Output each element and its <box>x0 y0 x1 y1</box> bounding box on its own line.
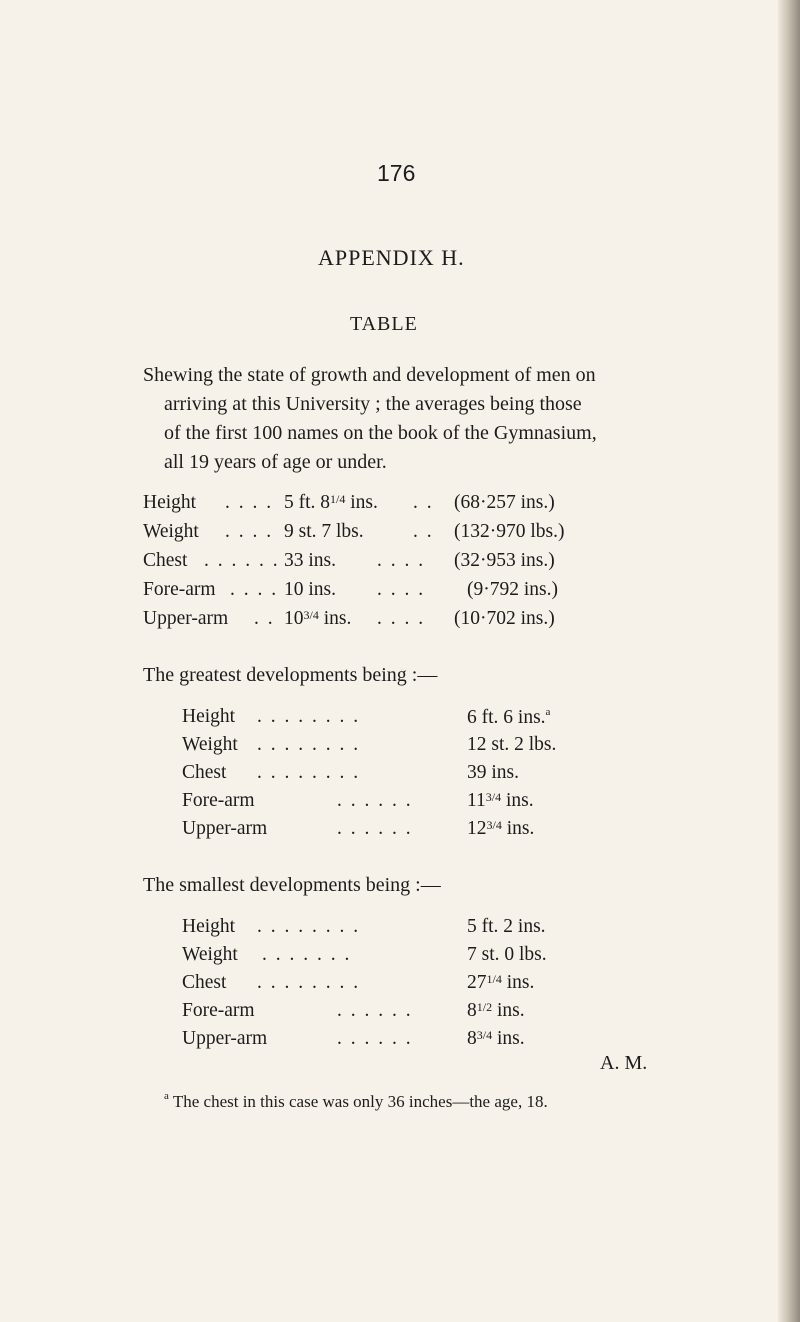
average-row-value: 33 ins. <box>284 550 337 571</box>
smallest-row-label: Upper-arm <box>182 1028 268 1049</box>
page-edge-shadow <box>778 0 800 1322</box>
intro-line-1: Shewing the state of growth and development of men on <box>143 364 596 386</box>
page-number: 176 <box>377 160 416 186</box>
intro-line-2: arriving at this University ; the averages being those <box>164 393 582 415</box>
smallest-row-value: $8^{1/2}$ ins. <box>467 1000 525 1021</box>
greatest-row-label: Upper-arm <box>182 818 268 839</box>
footnote-mark: a <box>164 1090 169 1102</box>
smallest-row-leader: . . . . . . . <box>262 944 352 965</box>
average-row-leader: . . . . <box>225 492 274 513</box>
signature-initials: A. M. <box>600 1052 648 1074</box>
smallest-row-leader: . . . . . . . . <box>257 916 361 937</box>
smallest-row-value: $27^{1/4}$ ins. <box>467 972 535 993</box>
average-row-decimal: (9·792 ins.) <box>467 579 558 600</box>
average-row-label: Upper-arm <box>143 608 229 629</box>
greatest-row-value: 12 st. 2 lbs. <box>467 734 557 755</box>
smallest-heading: The smallest developments being :— <box>143 874 441 896</box>
greatest-row-leader: . . . . . . <box>337 818 413 839</box>
average-row-label: Weight <box>143 521 199 542</box>
greatest-row-value: 39 ins. <box>467 762 520 783</box>
average-row-value: 10 ins. <box>284 579 337 600</box>
greatest-row-label: Fore-arm <box>182 790 255 811</box>
greatest-row-value: $12^{3/4}$ ins. <box>467 818 535 839</box>
footnote <box>164 1090 548 1112</box>
average-row-label: Height <box>143 492 197 513</box>
footnote-mark: a <box>545 706 551 718</box>
smallest-row-label: Weight <box>182 944 238 965</box>
smallest-row-label: Height <box>182 916 236 937</box>
average-row-leader: . . . . <box>225 521 274 542</box>
greatest-row-leader: . . . . . . . . <box>257 706 361 727</box>
average-row-decimal: (132·970 lbs.) <box>454 521 565 542</box>
smallest-row-value: 5 ft. 2 ins. <box>467 916 546 937</box>
average-row-label: Chest <box>143 550 188 571</box>
smallest-row-leader: . . . . . . . . <box>257 972 361 993</box>
average-row-leader2: . . . . <box>377 550 426 571</box>
average-row-leader: . . . . . . <box>204 550 280 571</box>
smallest-row-value: $8^{3/4}$ ins. <box>467 1028 525 1049</box>
average-row-leader2: . . . . <box>377 579 426 600</box>
greatest-row-leader: . . . . . . <box>337 790 413 811</box>
average-row-value: $10^{3/4}$ ins. <box>284 608 352 629</box>
smallest-row-label: Chest <box>182 972 227 993</box>
smallest-row-value: 7 st. 0 lbs. <box>467 944 547 965</box>
greatest-row-value: $11^{3/4}$ ins. <box>467 790 534 811</box>
average-row-label: Fore-arm <box>143 579 216 600</box>
greatest-heading: The greatest developments being :— <box>143 664 438 686</box>
average-row-leader: . . <box>254 608 275 629</box>
greatest-row-label: Height <box>182 706 236 727</box>
average-row-decimal: (32·953 ins.) <box>454 550 555 571</box>
intro-line-4: all 19 years of age or under. <box>164 451 387 473</box>
greatest-row-leader: . . . . . . . . <box>257 762 361 783</box>
smallest-row-leader: . . . . . . <box>337 1000 413 1021</box>
intro-line-3: of the first 100 names on the book of the Gymnasium, <box>164 422 597 444</box>
appendix-title: APPENDIX H. <box>318 245 465 270</box>
greatest-row-label: Chest <box>182 762 227 783</box>
average-row-leader2: . . <box>413 521 434 542</box>
greatest-row-value: 6 ft. 6 ins.$^a$ <box>467 706 551 728</box>
average-row-value: 9 st. 7 lbs. <box>284 521 364 542</box>
average-row-leader2: . . <box>413 492 434 513</box>
average-row-value: 5 ft. $8^{1/4}$ ins. <box>284 492 378 513</box>
average-row-leader: . . . . <box>230 579 279 600</box>
smallest-row-label: Fore-arm <box>182 1000 255 1021</box>
smallest-row-leader: . . . . . . <box>337 1028 413 1049</box>
average-row-leader2: . . . . <box>377 608 426 629</box>
table-title: TABLE <box>350 313 418 335</box>
greatest-row-leader: . . . . . . . . <box>257 734 361 755</box>
average-row-decimal: (10·702 ins.) <box>454 608 555 629</box>
greatest-row-label: Weight <box>182 734 238 755</box>
footnote-text: The chest in this case was only 36 inches—the age, 18. <box>172 1092 548 1111</box>
average-row-decimal: (68·257 ins.) <box>454 492 555 513</box>
